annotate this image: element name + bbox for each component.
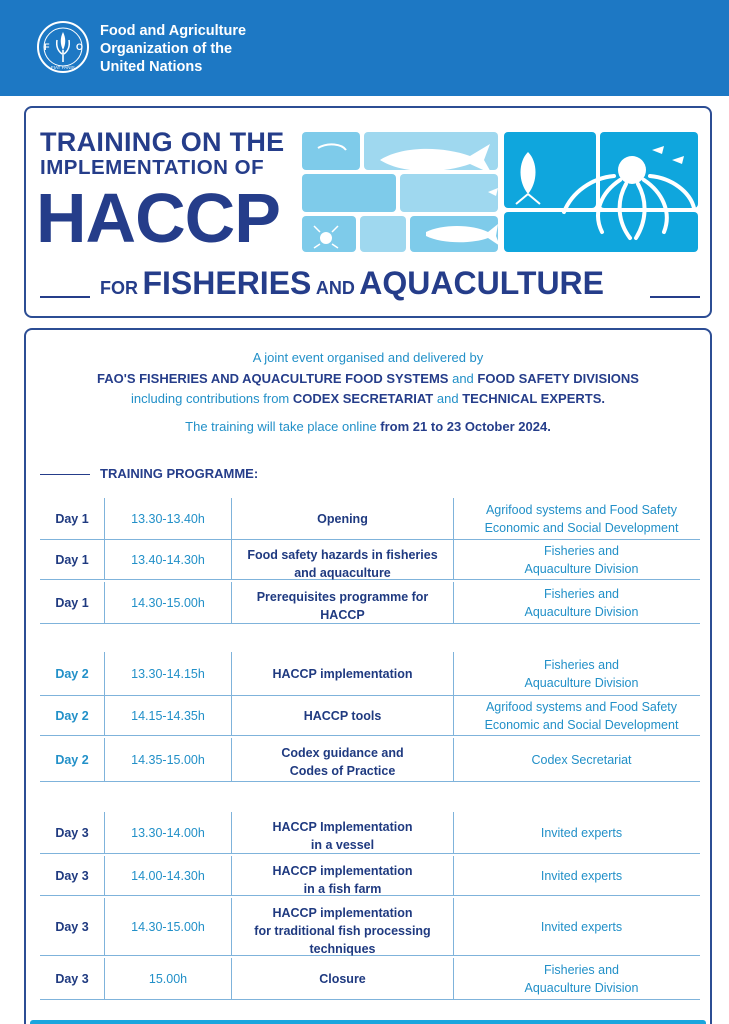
intro-line-2 bbox=[26, 371, 710, 386]
topic-cell-text: HACCP implementation in a fish farm bbox=[272, 864, 413, 896]
time-cell-text: 14.30-15.00h bbox=[131, 919, 205, 934]
organizer-cell bbox=[453, 958, 709, 999]
marine-life-illustration bbox=[302, 132, 702, 252]
organizer-cell bbox=[453, 812, 709, 853]
time-cell bbox=[104, 652, 231, 695]
table-row bbox=[40, 856, 700, 896]
org-line-2: Organization of the bbox=[100, 41, 233, 57]
intro-line-1: A joint event organised and delivered by bbox=[252, 350, 484, 365]
time-cell bbox=[104, 582, 231, 623]
title-haccp: HACCP bbox=[36, 179, 280, 257]
day-cell bbox=[40, 898, 104, 955]
org-line-1: Food and Agriculture bbox=[100, 23, 247, 39]
organizer-cell-text: Invited experts bbox=[540, 868, 623, 883]
subtitle-text bbox=[100, 265, 604, 302]
subtitle bbox=[26, 263, 710, 303]
title-panel bbox=[24, 106, 712, 318]
table-row bbox=[40, 812, 700, 854]
table-row bbox=[40, 652, 700, 696]
intro-contributions: including contributions from bbox=[131, 391, 290, 406]
organizer-cell-text: Fisheries and Aquaculture Division bbox=[524, 586, 639, 619]
programme-heading bbox=[40, 466, 258, 481]
time-cell bbox=[104, 812, 231, 853]
day-cell bbox=[40, 696, 104, 735]
table-row bbox=[40, 696, 700, 736]
day-cell-text: Day 1 bbox=[55, 511, 89, 526]
subtitle-for: FOR bbox=[100, 278, 138, 298]
title-line-1: TRAINING ON THE bbox=[40, 127, 285, 157]
time-cell bbox=[104, 958, 231, 999]
topic-cell-text: Opening bbox=[317, 511, 368, 526]
topic-cell-text: HACCP implementation bbox=[272, 666, 413, 681]
time-cell bbox=[104, 738, 231, 781]
table-row bbox=[40, 498, 700, 540]
day-cell-text: Day 2 bbox=[55, 666, 89, 681]
topic-cell bbox=[231, 958, 453, 999]
time-cell bbox=[104, 540, 231, 579]
topic-cell bbox=[231, 898, 453, 955]
topic-cell bbox=[231, 498, 453, 539]
logo-motto: FIAT PANIS bbox=[51, 65, 75, 70]
intro-and: and bbox=[452, 371, 474, 386]
organizer-cell-text: Fisheries and Aquaculture Division bbox=[524, 543, 639, 576]
intro-and-2: and bbox=[436, 391, 459, 406]
organizer-cell bbox=[453, 652, 709, 695]
organizer-cell-text: Agrifood systems and Food Safety Economic and Social Development bbox=[484, 699, 679, 732]
topic-cell bbox=[231, 738, 453, 781]
intro-technical-experts: TECHNICAL EXPERTS. bbox=[462, 391, 605, 406]
intro-line-3 bbox=[26, 391, 710, 406]
table-row bbox=[40, 898, 700, 956]
organizer-cell bbox=[453, 582, 709, 623]
time-cell-text: 13.40-14.30h bbox=[131, 552, 205, 567]
organization-name bbox=[100, 22, 246, 76]
programme-panel bbox=[24, 328, 712, 1024]
day-cell-text: Day 1 bbox=[55, 595, 89, 610]
intro-dates: from 21 to 23 October 2024. bbox=[380, 419, 551, 434]
topic-cell bbox=[231, 540, 453, 579]
time-cell-text: 14.30-15.00h bbox=[131, 595, 205, 610]
time-cell bbox=[104, 898, 231, 955]
day-cell-text: Day 3 bbox=[55, 919, 89, 934]
day-cell-text: Day 3 bbox=[55, 868, 89, 883]
time-cell bbox=[104, 498, 231, 539]
day-cell bbox=[40, 958, 104, 999]
topic-cell-text: Codex guidance and Codes of Practice bbox=[281, 746, 404, 778]
topic-cell-text: Food safety hazards in fisheries and aquaculture bbox=[247, 548, 438, 580]
day-cell bbox=[40, 652, 104, 695]
organizer-cell-text: Codex Secretariat bbox=[531, 752, 632, 767]
topic-cell-text: HACCP implementation for traditional fish processing techniques bbox=[254, 906, 431, 956]
time-cell-text: 14.15-14.35h bbox=[131, 708, 205, 723]
organizer-cell bbox=[453, 498, 709, 539]
time-cell bbox=[104, 696, 231, 735]
intro-online: The training will take place online bbox=[185, 419, 377, 434]
organizer-cell bbox=[453, 696, 709, 735]
programme-heading-text: TRAINING PROGRAMME: bbox=[100, 466, 259, 481]
title-line-2: IMPLEMENTATION OF bbox=[40, 156, 265, 179]
day-cell bbox=[40, 812, 104, 853]
logo-text-o: O bbox=[76, 42, 84, 52]
subtitle-and: AND bbox=[315, 278, 355, 298]
intro-fisheries-division: FAO'S FISHERIES AND AQUACULTURE FOOD SYSTEMS bbox=[97, 371, 449, 386]
subtitle-fisheries: FISHERIES bbox=[142, 265, 312, 301]
fao-logo-icon bbox=[36, 20, 90, 74]
topic-cell-text: HACCP Implementation in a vessel bbox=[272, 820, 413, 852]
organizer-cell bbox=[453, 856, 709, 895]
subtitle-rule-right bbox=[650, 296, 700, 298]
programme-heading-rule bbox=[40, 474, 90, 475]
day-cell bbox=[40, 582, 104, 623]
topic-cell bbox=[231, 856, 453, 895]
sea-creatures-icon bbox=[302, 132, 702, 252]
time-cell-text: 13.30-14.15h bbox=[131, 666, 205, 681]
organizer-cell-text: Fisheries and Aquaculture Division bbox=[524, 657, 639, 690]
time-cell-text: 13.30-13.40h bbox=[131, 511, 205, 526]
table-row bbox=[40, 738, 700, 782]
organizer-cell-text: Invited experts bbox=[540, 825, 623, 840]
topic-cell bbox=[231, 812, 453, 853]
subtitle-aquaculture: AQUACULTURE bbox=[359, 265, 604, 301]
day-cell bbox=[40, 856, 104, 895]
time-cell-text: 15.00h bbox=[148, 971, 188, 986]
organizer-cell-text: Fisheries and Aquaculture Division bbox=[524, 962, 639, 995]
topic-cell bbox=[231, 652, 453, 695]
day-cell-text: Day 1 bbox=[55, 552, 89, 567]
day-cell bbox=[40, 540, 104, 579]
org-line-3: United Nations bbox=[100, 59, 203, 75]
intro-food-safety-division: FOOD SAFETY DIVISIONS bbox=[477, 371, 639, 386]
day-cell-text: Day 3 bbox=[55, 825, 89, 840]
time-cell-text: 13.30-14.00h bbox=[131, 825, 205, 840]
table-row bbox=[40, 582, 700, 624]
intro-line-4 bbox=[26, 419, 710, 434]
topic-cell-text: HACCP tools bbox=[303, 708, 382, 723]
topic-cell bbox=[231, 582, 453, 623]
organizer-cell-text: Agrifood systems and Food Safety Economic and Social Development bbox=[484, 502, 679, 535]
table-row bbox=[40, 958, 700, 1000]
organizer-cell bbox=[453, 898, 709, 955]
day-cell-text: Day 2 bbox=[55, 752, 89, 767]
topic-cell-text: Closure bbox=[319, 971, 366, 986]
day-cell bbox=[40, 498, 104, 539]
organizer-cell bbox=[453, 540, 709, 579]
intro-codex: CODEX SECRETARIAT bbox=[292, 391, 434, 406]
logo-text-f: F bbox=[44, 42, 50, 52]
topic-cell bbox=[231, 696, 453, 735]
organizer-cell-text: Invited experts bbox=[540, 919, 623, 934]
day-cell-text: Day 2 bbox=[55, 708, 89, 723]
bottom-accent-strip bbox=[30, 1020, 706, 1024]
table-row bbox=[40, 540, 700, 580]
day-cell bbox=[40, 738, 104, 781]
time-cell bbox=[104, 856, 231, 895]
time-cell-text: 14.00-14.30h bbox=[131, 868, 205, 883]
organizer-cell bbox=[453, 738, 709, 781]
time-cell-text: 14.35-15.00h bbox=[131, 752, 205, 767]
day-cell-text: Day 3 bbox=[55, 971, 89, 986]
subtitle-rule-left bbox=[40, 296, 90, 298]
topic-cell-text: Prerequisites programme for HACCP bbox=[256, 590, 429, 622]
header-bar bbox=[0, 0, 729, 96]
